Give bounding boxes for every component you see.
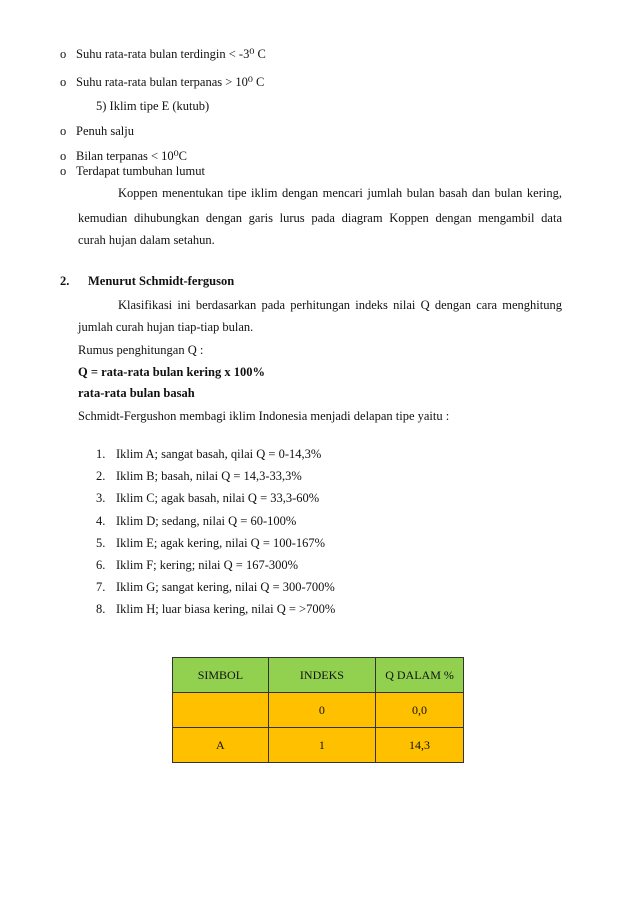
list-item (96, 536, 325, 551)
koppen-paragraph-line: curah hujan dalam setahun. (78, 233, 215, 247)
table-header-row (173, 658, 464, 693)
bullet-text: Suhu rata-rata bulan terpanas > 10⁰ C (76, 75, 265, 89)
list-item (96, 514, 296, 529)
list-text: Iklim D; sedang, nilai Q = 60-100% (116, 514, 297, 528)
subheading-climate-e: 5) Iklim tipe E (kutub) (96, 99, 210, 113)
table-cell: 0,0 (376, 693, 464, 728)
list-text: Iklim A; sangat basah, qilai Q = 0-14,3% (116, 447, 322, 461)
list-item (96, 469, 302, 484)
formula-numerator: Q = rata-rata bulan kering x 100% (78, 365, 265, 379)
section-title: Menurut Schmidt-ferguson (88, 274, 235, 288)
formula-denominator: rata-rata bulan basah (78, 386, 195, 400)
list-text: Iklim B; basah, nilai Q = 14,3-33,3% (116, 469, 302, 483)
table-cell: 14,3 (376, 728, 464, 763)
bullet-item (60, 164, 205, 179)
list-item (96, 580, 335, 595)
list-number: 4. (96, 514, 106, 528)
list-text: Iklim E; agak kering, nilai Q = 100-167% (116, 536, 326, 550)
list-number: 3. (96, 491, 106, 505)
table-cell (173, 693, 269, 728)
section-number: 2. (60, 274, 70, 288)
bullet-marker: o (60, 164, 67, 178)
list-number: 7. (96, 580, 106, 594)
list-number: 6. (96, 558, 106, 572)
table-cell: 1 (268, 728, 375, 763)
schmidt-paragraph-line: Klasifikasi ini berdasarkan pada perhitungan indeks nilai Q dengan cara menghitung (118, 298, 562, 312)
table-cell: 0 (268, 693, 375, 728)
list-item (96, 602, 335, 617)
bullet-item (60, 124, 134, 139)
bullet-item (60, 74, 264, 90)
table-header-cell: Q DALAM % (376, 658, 464, 693)
table-header-cell: SIMBOL (173, 658, 269, 693)
bullet-text: Suhu rata-rata bulan terdingin < -3⁰ C (76, 47, 266, 61)
list-text: Iklim H; luar biasa kering, nilai Q = >700% (116, 602, 336, 616)
koppen-paragraph-line: Koppen menentukan tipe iklim dengan mencari jumlah bulan basah dan bulan kering, (118, 186, 562, 200)
bullet-text: Terdapat tumbuhan lumut (76, 164, 205, 178)
bullet-marker: o (60, 75, 67, 89)
table-cell: A (173, 728, 269, 763)
list-number: 8. (96, 602, 106, 616)
list-text: Iklim F; kering; nilai Q = 167-300% (116, 558, 299, 572)
list-item (96, 447, 321, 462)
list-number: 1. (96, 447, 106, 461)
bullet-item (60, 46, 266, 62)
table-row (173, 728, 464, 763)
schmidt-paragraph-line: jumlah curah hujan tiap-tiap bulan. (78, 320, 254, 334)
koppen-paragraph-line: kemudian dihubungkan dengan garis lurus pada diagram Koppen dengan mengambil data (78, 211, 562, 225)
q-index-table (172, 657, 464, 763)
list-number: 5. (96, 536, 106, 550)
list-text: Iklim C; agak basah, nilai Q = 33,3-60% (116, 491, 320, 505)
table-header-cell: INDEKS (268, 658, 375, 693)
bullet-item (60, 148, 187, 164)
list-text: Iklim G; sangat kering, nilai Q = 300-700% (116, 580, 335, 594)
bullet-marker: o (60, 47, 67, 61)
bullet-marker: o (60, 124, 67, 138)
types-intro: Schmidt-Fergushon membagi iklim Indonesia menjadi delapan tipe yaitu : (78, 409, 450, 423)
bullet-text: Penuh salju (76, 124, 134, 138)
list-number: 2. (96, 469, 106, 483)
rumus-label: Rumus penghitungan Q : (78, 343, 204, 357)
table-row (173, 693, 464, 728)
list-item (96, 558, 298, 573)
list-item (96, 491, 319, 506)
bullet-marker: o (60, 149, 67, 163)
bullet-text: Bilan terpanas < 10⁰C (76, 149, 187, 163)
